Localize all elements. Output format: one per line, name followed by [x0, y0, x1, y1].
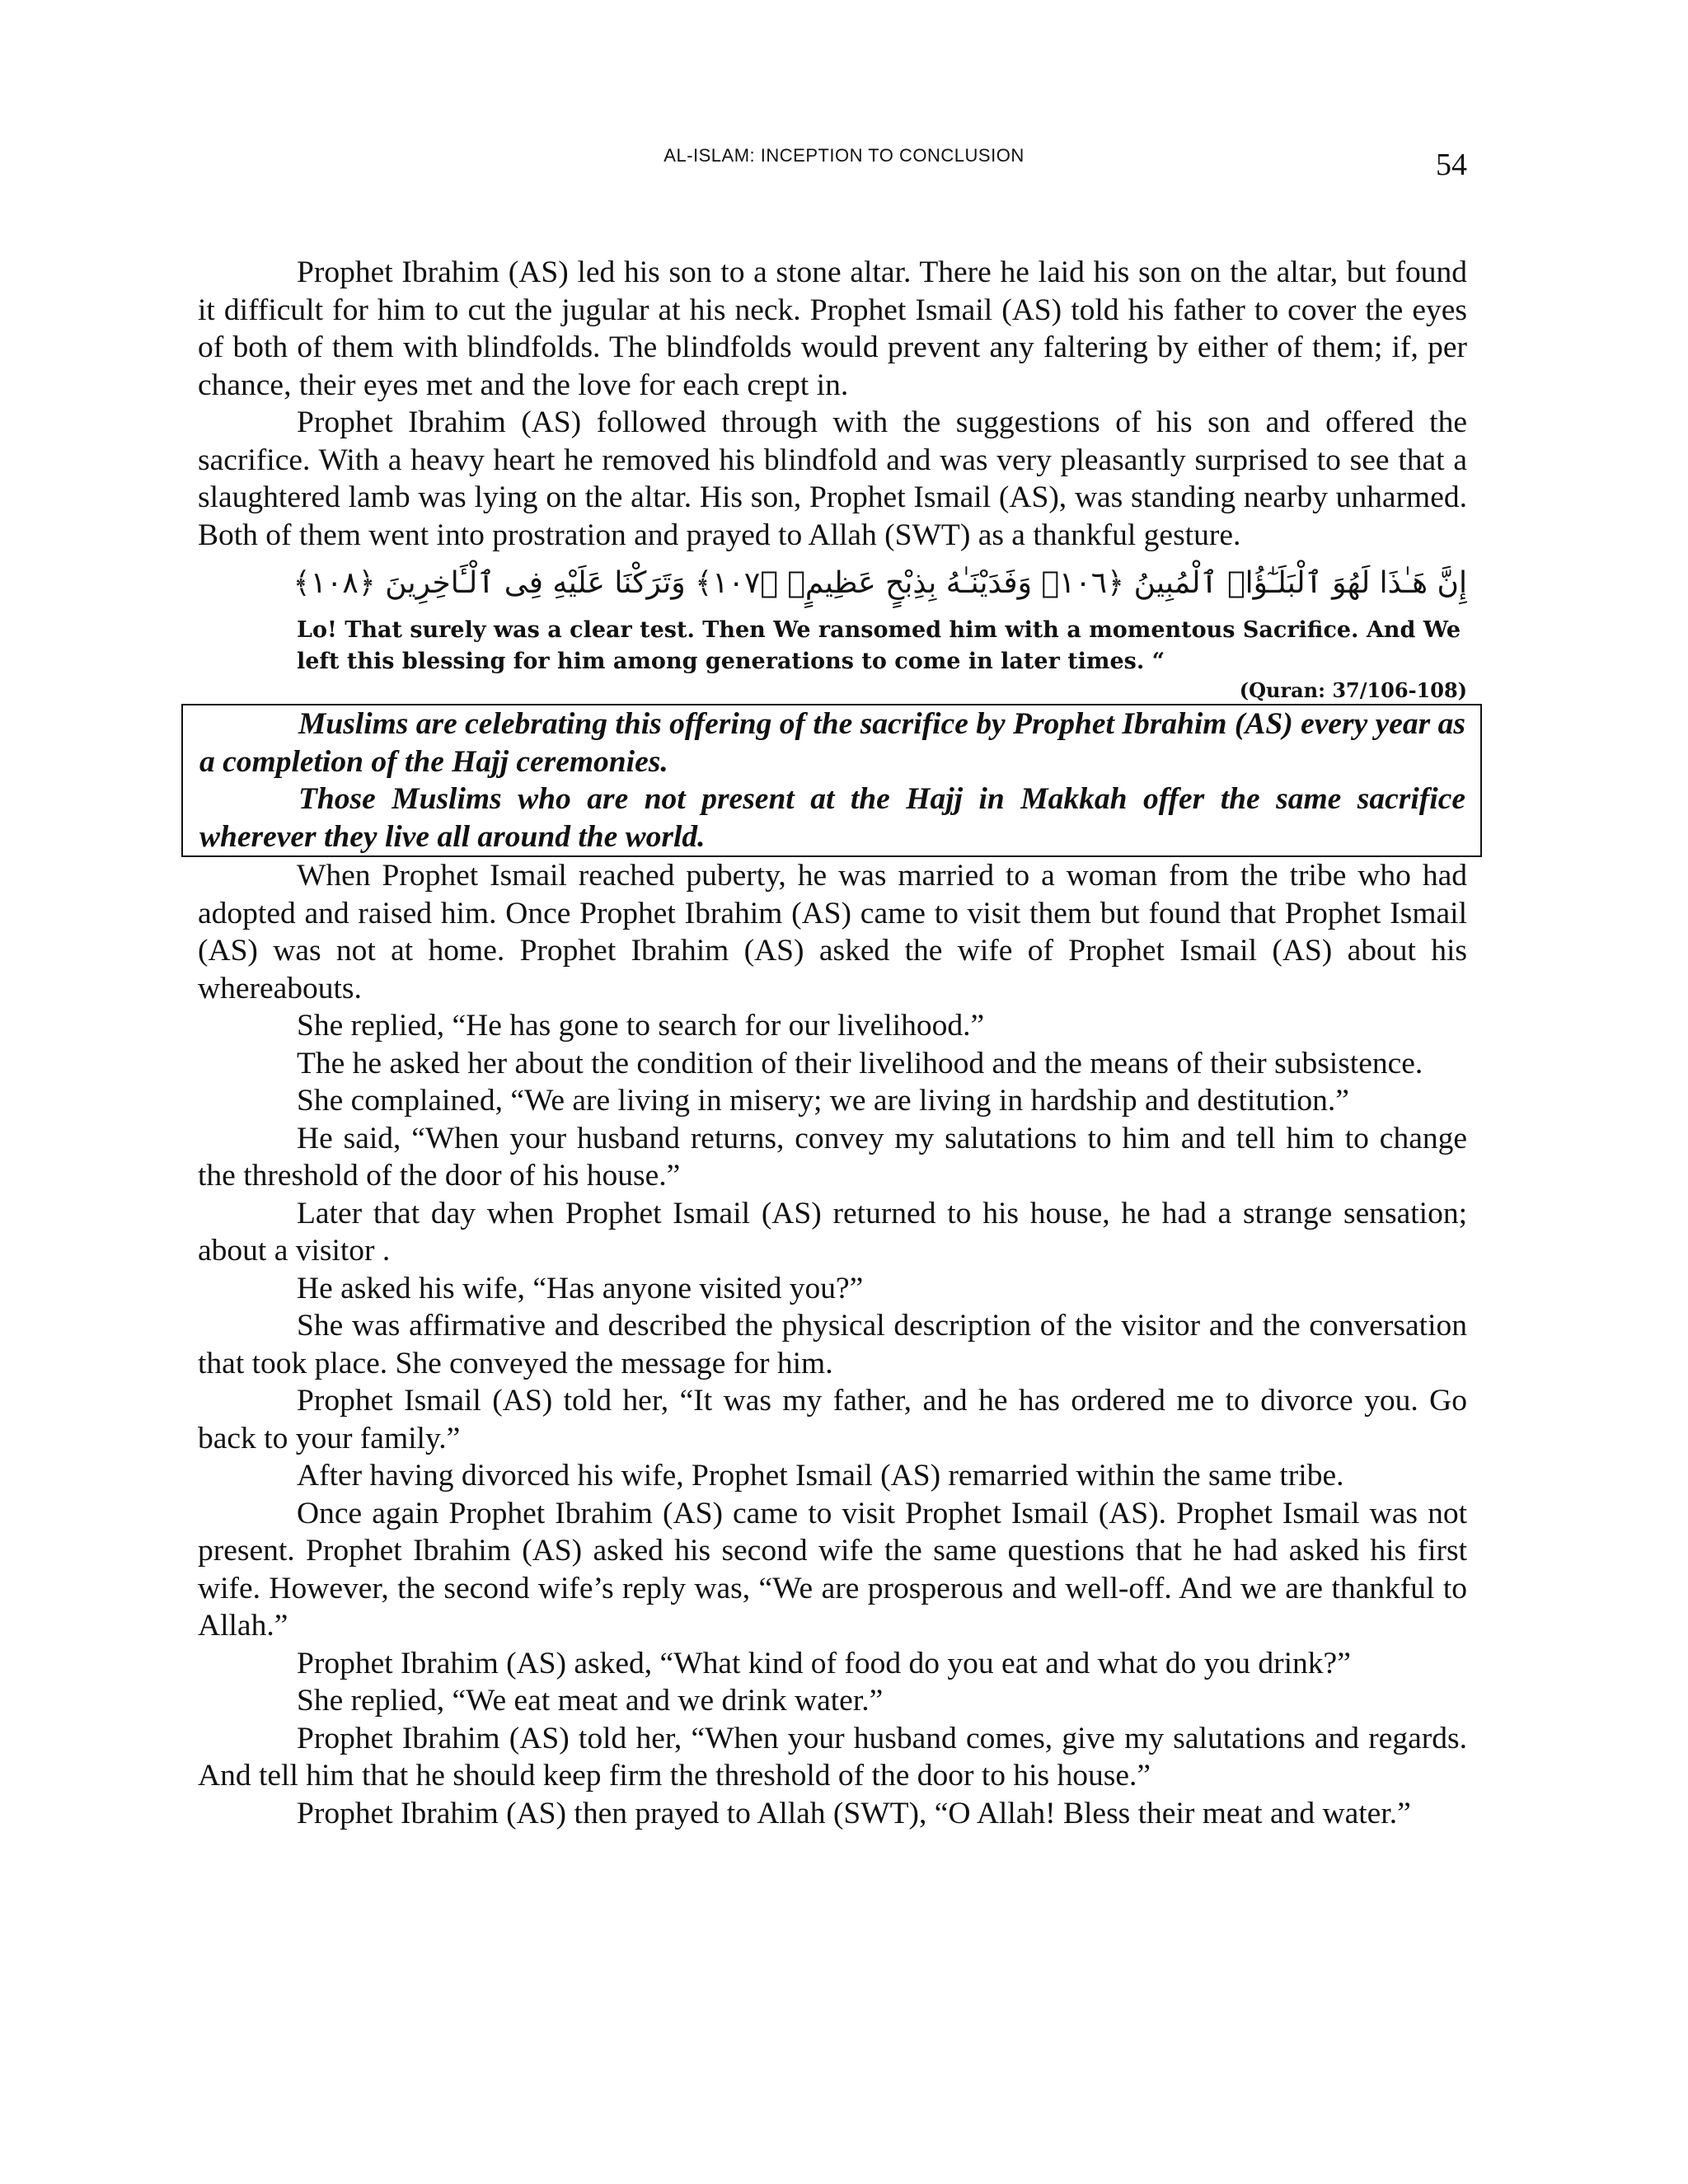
- body-paragraph: The he asked her about the condition of their livelihood and the means of their subsistence.: [297, 1046, 1423, 1080]
- body-paragraph: Prophet Ibrahim (AS) followed through with the suggestions of his son and offered the sacrifice. With a heavy heart he removed his blindfold and was very pleasantly surprised to see that a slaughtered lamb was lying on the altar. His son, Prophet Ismail (AS), was standing nearby unharmed. Both of them went into prostration and prayed to Allah (SWT) as a thankful gesture.: [198, 405, 1467, 552]
- page-body: [198, 254, 1467, 1832]
- quran-verse-arabic: إِنَّ هَـٰذَا لَهُوَ ٱلْبَلَـٰٓؤُا۟ ٱلْمُبِينُ ﴿١٠٦﴾ وَفَدَيْنَـٰهُ بِذِبْحٍ عَظِيمٍۢ ﴿١٠٧﴾ وَتَرَكْنَا عَلَيْهِ فِى ٱلْـَٔاخِرِينَ ﴿١٠٨﴾: [293, 566, 1467, 600]
- body-paragraph: Once again Prophet Ibrahim (AS) came to visit Prophet Ismail (AS). Prophet Ismail was not present. Prophet Ibrahim (AS) asked his second wife the same questions that he had asked his first wife. However, the second wife’s reply was, “We are prosperous and well-off. And we are thankful to Allah.”: [198, 1496, 1467, 1643]
- page-number: 54: [1436, 148, 1467, 182]
- body-paragraph: Prophet Ibrahim (AS) told her, “When your husband comes, give my salutations and regards. And tell him that he should keep firm the threshold of the door to his house.”: [198, 1721, 1467, 1793]
- verse-reference: (Quran: 37/106-108): [1239, 678, 1467, 702]
- highlight-paragraph: Those Muslims who are not present at the Hajj in Makkah offer the same sacrifice wherever they live all around the world.: [199, 782, 1465, 854]
- body-paragraph: When Prophet Ismail reached puberty, he was married to a woman from the tribe who had adopted and raised him. Once Prophet Ibrahim (AS) came to visit them but found that Prophet Ismail (AS) was not at home. Prophet Ibrahim (AS) asked the wife of Prophet Ismail (AS) about his whereabouts.: [198, 859, 1467, 1005]
- body-paragraph: Later that day when Prophet Ismail (AS) returned to his house, he had a strange sensation; about a visitor .: [198, 1196, 1467, 1268]
- body-paragraph: He asked his wife, “Has anyone visited you?”: [297, 1271, 864, 1305]
- highlight-paragraph: Muslims are celebrating this offering of the sacrifice by Prophet Ibrahim (AS) every year as a completion of the Hajj ceremonies.: [199, 707, 1465, 779]
- verse-translation: Lo! That surely was a clear test. Then We ransomed him with a momentous Sacrifice. And We left this blessing for him among generations to come in later times. “: [297, 617, 1461, 674]
- body-paragraph: He said, “When your husband returns, convey my salutations to him and tell him to change the threshold of the door of his house.”: [198, 1121, 1467, 1193]
- highlight-box: [181, 704, 1482, 857]
- body-paragraph: She replied, “We eat meat and we drink water.”: [297, 1684, 884, 1718]
- body-paragraph: Prophet Ibrahim (AS) then prayed to Allah (SWT), “O Allah! Bless their meat and water.”: [297, 1796, 1411, 1830]
- body-paragraph: After having divorced his wife, Prophet Ismail (AS) remarried within the same tribe.: [297, 1459, 1344, 1493]
- body-paragraph: She was affirmative and described the physical description of the visitor and the conversation that took place. She conveyed the message for him.: [198, 1309, 1467, 1380]
- body-paragraph: Prophet Ismail (AS) told her, “It was my father, and he has ordered me to divorce you. Go back to your family.”: [198, 1384, 1467, 1455]
- body-paragraph: She replied, “He has gone to search for our livelihood.”: [297, 1009, 985, 1043]
- running-header: AL-ISLAM: INCEPTION TO CONCLUSION: [663, 145, 1025, 166]
- body-paragraph: Prophet Ibrahim (AS) asked, “What kind of food do you eat and what do you drink?”: [297, 1646, 1351, 1680]
- body-paragraph: Prophet Ibrahim (AS) led his son to a stone altar. There he laid his son on the altar, but found it difficult for him to cut the jugular at his neck. Prophet Ismail (AS) told his father to cover the eyes of both of them with blindfolds. The blindfolds would prevent any faltering by either of them; if, per chance, their eyes met and the love for each crept in.: [198, 255, 1467, 402]
- body-paragraph: She complained, “We are living in misery; we are living in hardship and destitution.”: [297, 1084, 1349, 1118]
